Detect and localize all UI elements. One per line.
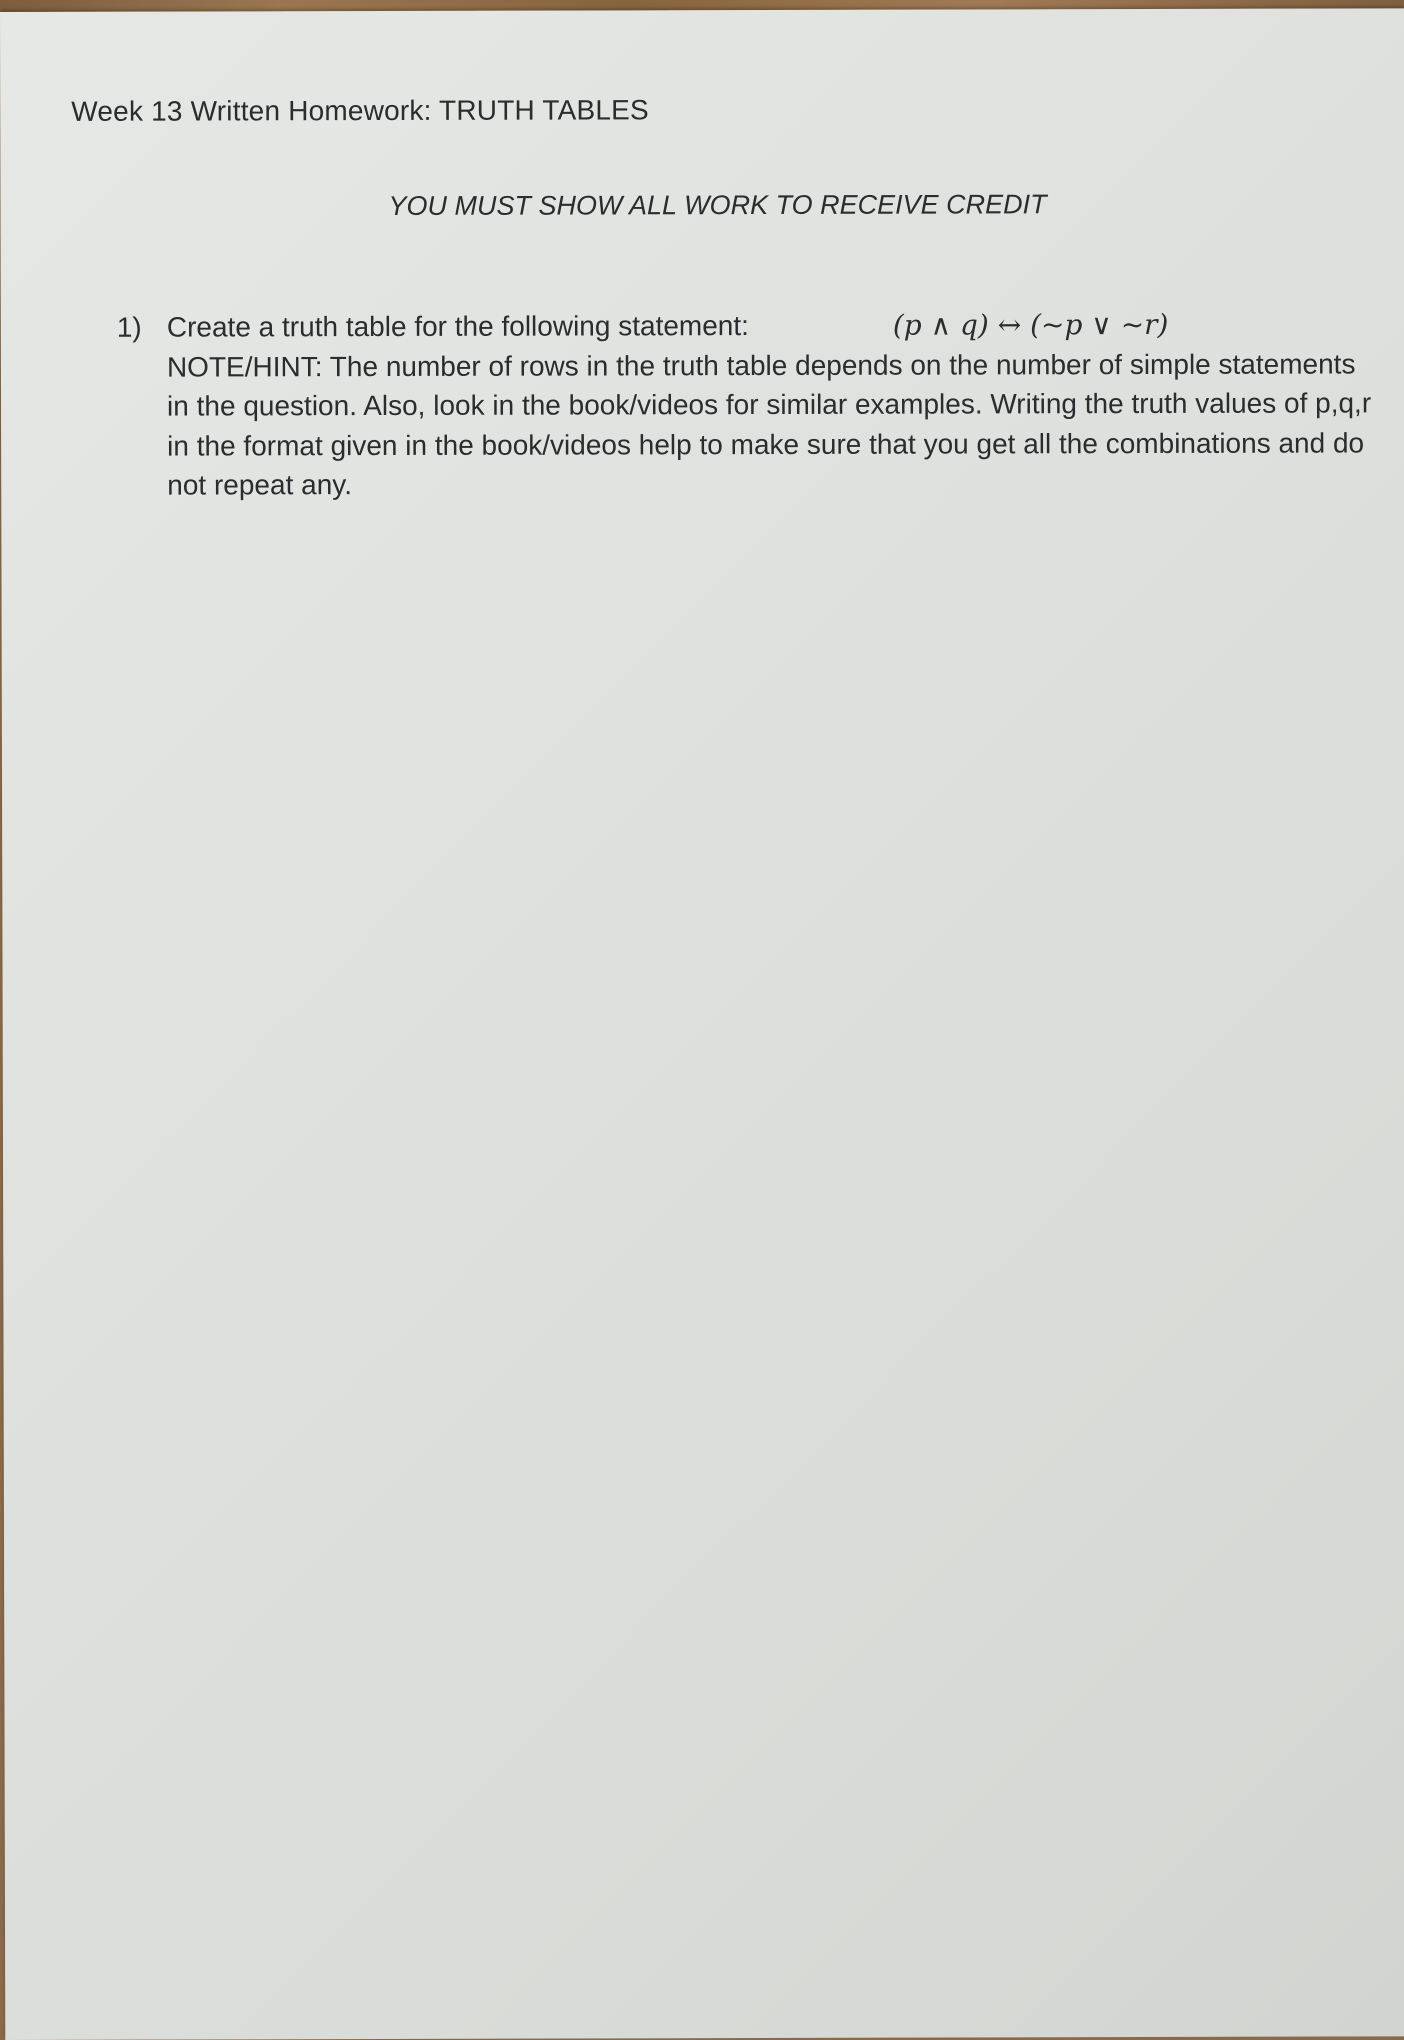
question-body <box>166 304 1372 505</box>
logic-formula: (p ∧ q) ↔ (~p ∨ ~r) <box>892 307 1169 342</box>
page-title: Week 13 Written Homework: TRUTH TABLES <box>71 94 649 127</box>
question-prompt: Create a truth table for the following statement: <box>166 310 749 343</box>
question-hint: NOTE/HINT: The number of rows in the truth table depends on the number of simple statements in the question. Also, look in the book/videos for similar examples. Writing the truth values of p,q,r in the format given in the book/videos help to make sure that you get all the combinations and do not repeat any. <box>166 347 1372 501</box>
question-item <box>116 304 1372 505</box>
question-prompt-line <box>167 304 1357 347</box>
homework-sheet <box>0 8 1404 2040</box>
question-number: 1) <box>116 311 142 343</box>
credit-notice: YOU MUST SHOW ALL WORK TO RECEIVE CREDIT <box>388 189 1047 221</box>
